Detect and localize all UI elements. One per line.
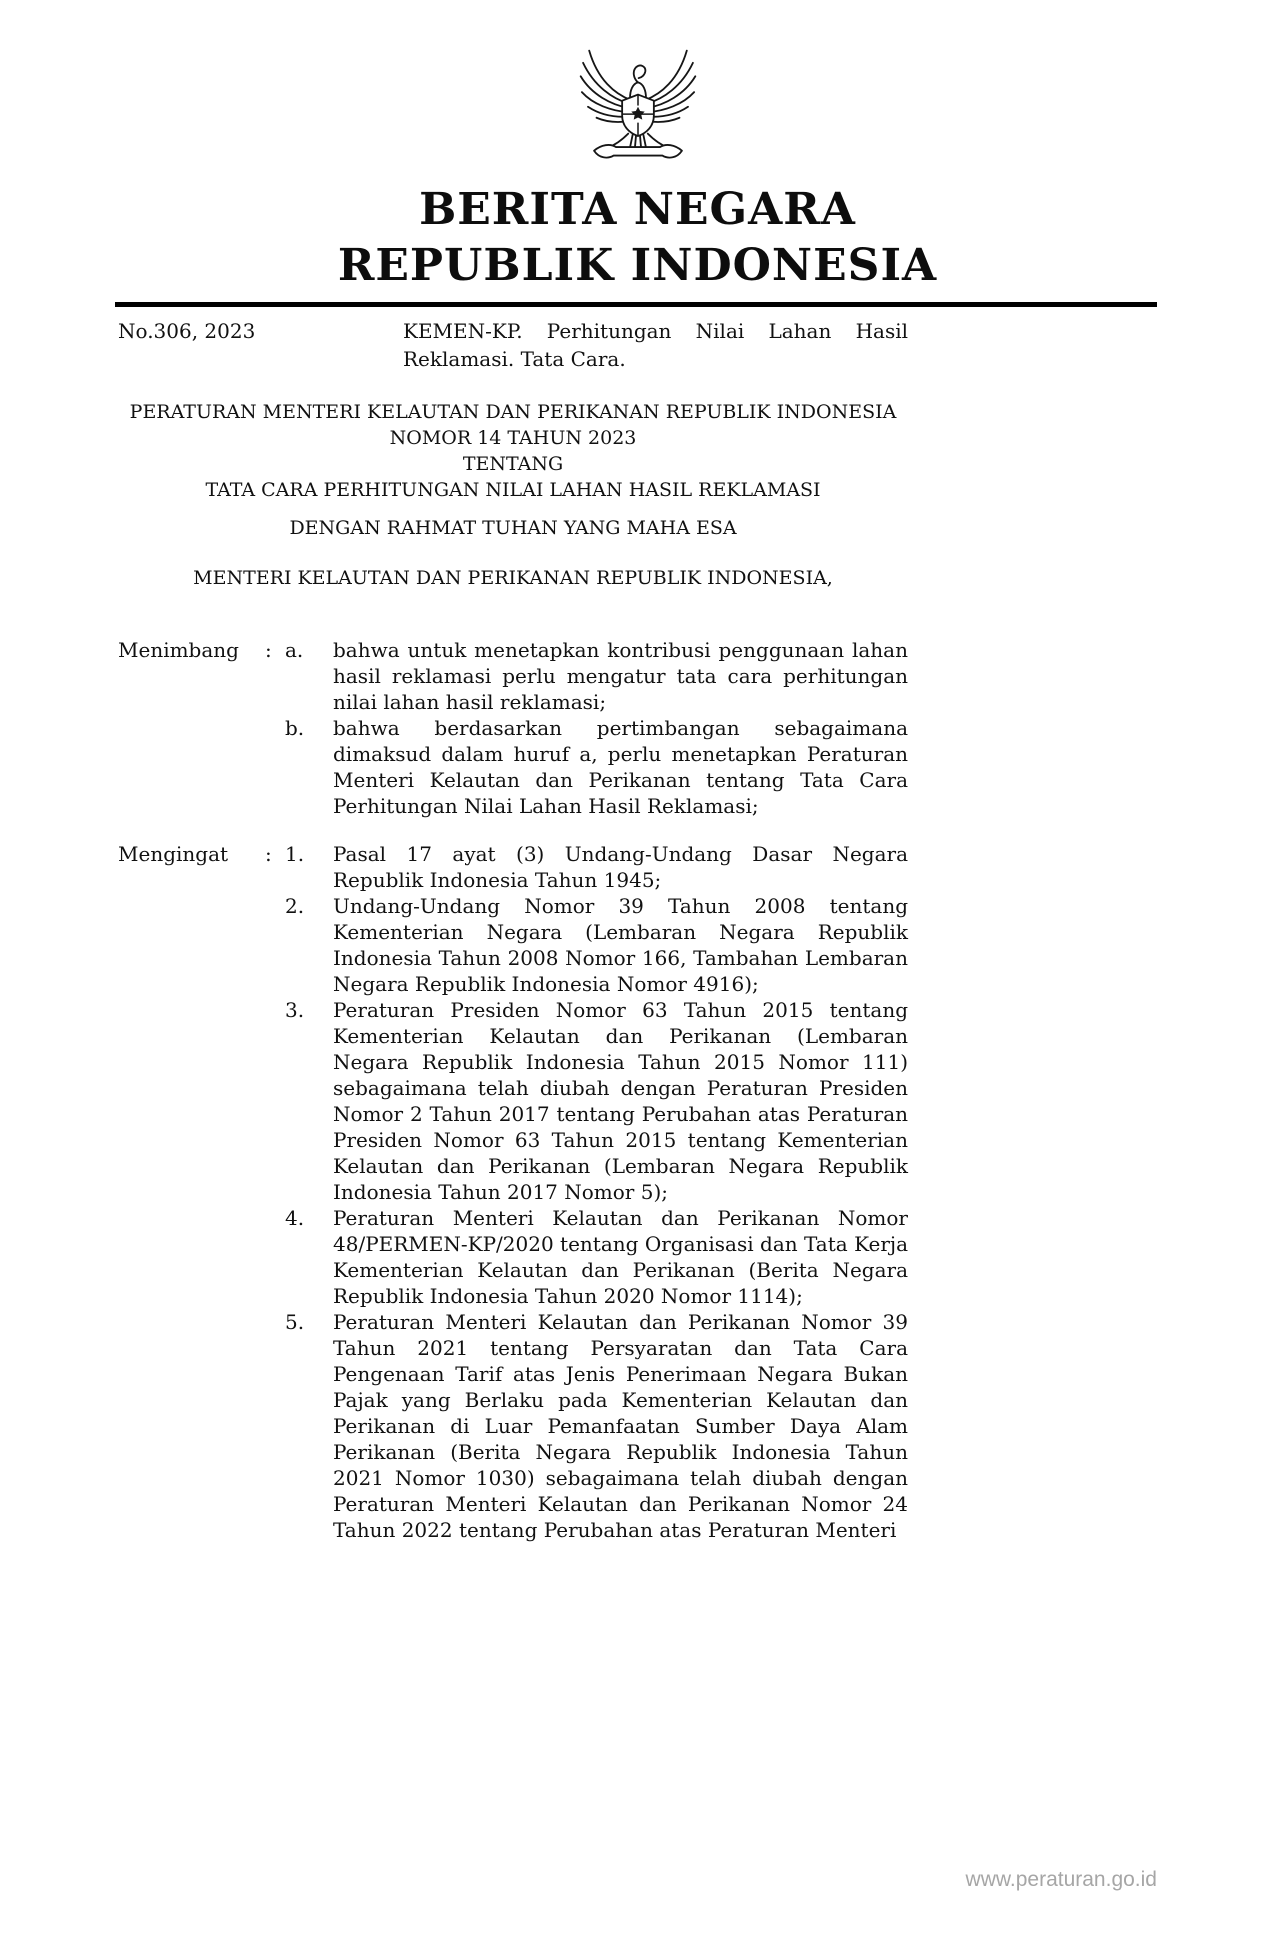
legal-basis-item-marker: 1. [285,842,305,866]
regulation-title-line3: TENTANG [462,453,564,475]
consideration-item-marker: a. [285,638,304,662]
legal-basis-item-text: Peraturan Menteri Kelautan dan Perikanan Nomor 48/PERMEN-KP/2020 tentang Organisasi dan Tata Kerja Kementerian Kelautan dan Perikanan (Berita Negara Republik Indonesia Tahun 2020 Nomor 1114); [333,1206,908,1308]
clauses [118,637,908,1543]
emblem-container [0,0,1275,174]
legal-basis-items [285,841,908,1543]
gazette-subject: KEMEN-KP. Perhitungan Nilai Lahan Hasil Reklamasi. Tata Cara. [403,319,908,371]
regulation-title-line2: NOMOR 14 TAHUN 2023 [389,427,637,449]
footer-url: www.peraturan.go.id [965,1868,1157,1891]
legal-basis-item-text: Pasal 17 ayat (3) Undang-Undang Dasar Negara Republik Indonesia Tahun 1945; [333,842,908,892]
legal-basis-section [118,841,908,1543]
regulation-title-block [118,399,908,591]
consideration-item-marker: b. [285,716,305,740]
consideration-item-text: bahwa berdasarkan pertimbangan sebagaimana dimaksud dalam huruf a, perlu menetapkan Peraturan Menteri Kelautan dan Perikanan tentang Tata Cara Perhitungan Nilai Lahan Hasil Reklamasi; [333,716,908,818]
regulation-title-line4: TATA CARA PERHITUNGAN NILAI LAHAN HASIL REKLAMASI [205,479,821,501]
considerations-items [285,637,908,819]
gazette-number: No.306, 2023 [118,319,256,343]
considerations-colon: : [265,638,272,662]
legal-basis-item-text: Peraturan Menteri Kelautan dan Perikanan Nomor 39 Tahun 2021 tentang Persyaratan dan Tata Cara Pengenaan Tarif atas Jenis Penerimaan Negara Bukan Pajak yang Berlaku pada Kementerian Kelautan dan Perikanan di Luar Pemanfaatan Sumber Daya Alam Perikanan (Berita Negara Republik Indonesia Tahun 2021 Nomor 1030) sebagaimana telah diubah dengan Peraturan Menteri Kelautan dan Perikanan Nomor 24 Tahun 2022 tentang Perubahan atas Peraturan Menteri [333,1310,908,1542]
masthead-title-line2: REPUBLIK INDONESIA [337,240,938,291]
authority-line: MENTERI KELAUTAN DAN PERIKANAN REPUBLIK INDONESIA, [193,567,833,589]
legal-basis-colon: : [265,842,272,866]
legal-basis-item-marker: 4. [285,1206,305,1230]
invocation-line: DENGAN RAHMAT TUHAN YANG MAHA ESA [289,517,737,539]
considerations-section [118,637,908,819]
gazette-header-row [118,317,908,373]
legal-basis-item-text: Undang-Undang Nomor 39 Tahun 2008 tentang Kementerian Negara (Lembaran Negara Republik Indonesia Tahun 2008 Nomor 166, Tambahan Lembaran Negara Republik Indonesia Nomor 4916); [333,894,908,996]
legal-basis-item-text: Peraturan Presiden Nomor 63 Tahun 2015 tentang Kementerian Kelautan dan Perikanan (Lembaran Negara Republik Indonesia Tahun 2015 Nomor 111) sebagaimana telah diubah dengan Peraturan Presiden Nomor 2 Tahun 2017 tentang Perubahan atas Peraturan Presiden Nomor 63 Tahun 2015 tentang Kementerian Kelautan dan Perikanan (Lembaran Negara Republik Indonesia Tahun 2017 Nomor 5); [333,998,908,1204]
legal-basis-item-marker: 3. [285,998,305,1022]
considerations-label: Menimbang [118,638,239,662]
legal-basis-item-marker: 5. [285,1310,305,1334]
legal-basis-label: Mengingat [118,842,229,866]
legal-basis-item-marker: 2. [285,894,305,918]
garuda-pancasila-emblem [577,42,699,174]
masthead-title-line1: BERITA NEGARA [419,184,856,235]
masthead-divider [115,302,1157,307]
consideration-item-text: bahwa untuk menetapkan kontribusi penggunaan lahan hasil reklamasi perlu mengatur tata cara perhitungan nilai lahan hasil reklamasi; [333,638,908,714]
regulation-title-line1: PERATURAN MENTERI KELAUTAN DAN PERIKANAN REPUBLIK INDONESIA [129,401,897,423]
masthead-title [0,182,1275,294]
